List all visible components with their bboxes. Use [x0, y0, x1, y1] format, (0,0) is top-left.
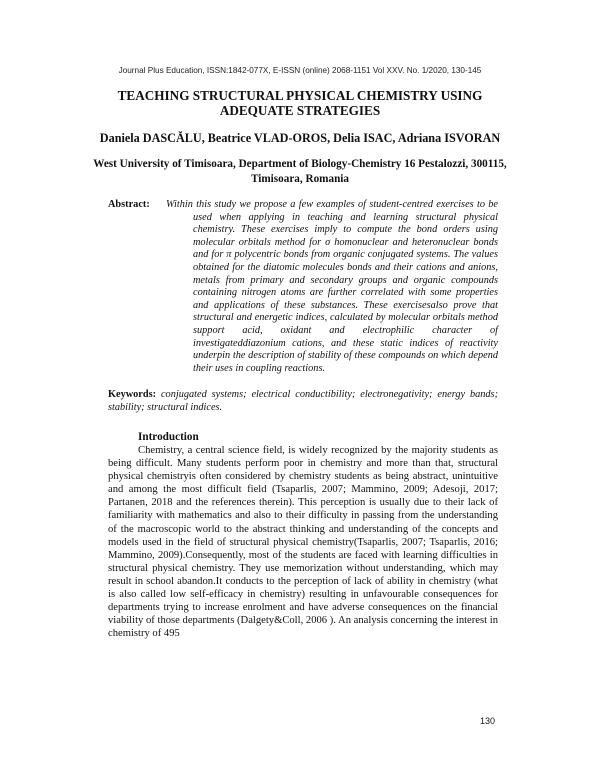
- keywords-section: [108, 389, 498, 414]
- abstract-section: [108, 199, 498, 375]
- keywords-label: Keywords:: [108, 389, 157, 400]
- affiliation: West University of Timisoara, Department of Biology-Chemistry 16 Pestalozzi, 300115, Timisoara, Romania: [93, 158, 507, 185]
- author-list: Daniela DASCĂLU, Beatrice VLAD-OROS, Delia ISAC, Adriana ISVORAN: [99, 131, 501, 145]
- paper-title: TEACHING STRUCTURAL PHYSICAL CHEMISTRY USING ADEQUATE STRATEGIES: [117, 88, 483, 118]
- abstract-label: Abstract:: [108, 199, 150, 210]
- keywords-text: conjugated systems; electrical conductibility; electronegativity; energy bands; stability; structural indices.: [108, 389, 498, 413]
- abstract-text: Within this study we propose a few examples of student-centred exercises to be used when applying in teaching and learning structural physical chemistry. These exercises imply to compute the bond orders using molecular orbitals method for σ homonuclear and heteronuclear bonds and for π polycentric bonds from organic conjugated systems. The values obtained for the diatomic molecules bonds and their cations and anions, metals from primary and secondary groups and organic compounds containing nitrogen atoms are further correlated with some properties and applications of these substances. These exercisesalso prove that structural and energetic indices, calculated by molecular orbitals method support acid, oxidant and electrophilic character of investigateddiazonium cations, and these static indices of reactivity underpin the description of stability of these compounds on which depend their uses in coupling reactions.: [166, 199, 498, 374]
- introduction-text: Chemistry, a central science field, is widely recognized by the majority students as being difficult. Many students perform poor in chemistry and more than that, structural physical chemistryis often considered by chemistry students as being abstract, unintuitive and among the most difficult field (Tsaparlis, 2007; Mammino, 2009; Adesoji, 2017; Partanen, 2018 and the references therein). This perception is usually due to their lack of familiarity with mathematics and also to their difficulty in passing from the understanding of the macroscopic world to the abstract thinking and understanding of the concepts and models used in the field of structural physical chemistry(Tsaparlis, 2007; Tsaparlis, 2016; Mammino, 2009).Consequently, most of the students are faced with learning difficulties in structural physical chemistry. They use memorization without understanding, which may result in school abandon.It conducts to the perception of lack of ability in chemistry (what is also called low self-efficacy in chemistry) resulting in unfavourable consequences for departments trying to increase enrolment and have adverse consequences on the financial viability of those departments (Dalgety&Coll, 2006 ). An analysis concerning the interest in chemistry of 495: [108, 445, 498, 640]
- page-number: 130: [480, 716, 496, 726]
- introduction-heading: Introduction: [138, 431, 199, 443]
- journal-header: Journal Plus Education, ISSN:1842-077X, E-ISSN (online) 2068-1151 Vol XXV. No. 1/2020, 130-145: [118, 66, 482, 75]
